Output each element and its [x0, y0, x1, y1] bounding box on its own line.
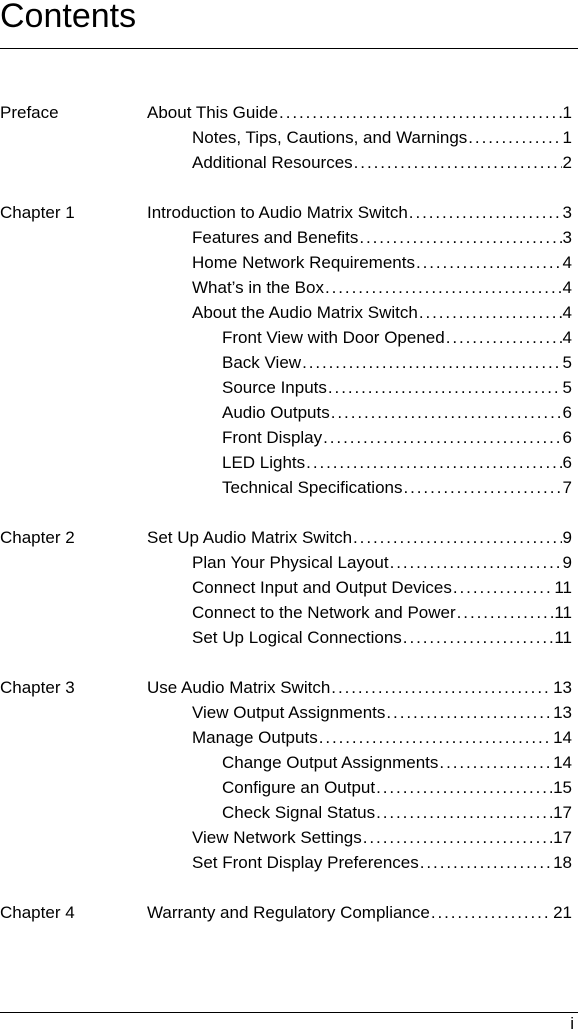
toc-entry-page: 11: [554, 578, 572, 597]
toc-entry-title: Check Signal Status: [222, 803, 376, 822]
toc-entry[interactable]: [192, 825, 578, 850]
toc-entry-page: 4: [562, 253, 572, 272]
toc-entry-page: 17: [553, 828, 572, 847]
toc-entry-page: 15: [553, 778, 572, 797]
toc-entry-page: 1: [562, 103, 572, 122]
toc-entry-title: About the Audio Matrix Switch: [192, 303, 418, 322]
toc-entry-title: Features and Benefits: [192, 228, 359, 247]
toc-entry-title: Set Front Display Preferences: [192, 853, 419, 872]
toc-entry-title: Set Up Logical Connections: [192, 628, 402, 647]
toc-entry[interactable]: [222, 450, 578, 475]
dot-leader: [409, 200, 562, 225]
toc-entry-title: Audio Outputs: [222, 403, 330, 422]
dot-leader: [331, 675, 552, 700]
toc-entry[interactable]: [147, 525, 578, 550]
dot-leader: [359, 225, 561, 250]
toc-entry[interactable]: [147, 100, 578, 125]
toc-entry-page: 6: [562, 428, 572, 447]
chapter-label: Preface: [0, 103, 59, 122]
chapter-label: Chapter 1: [0, 203, 75, 222]
toc-entry-page: 4: [562, 303, 572, 322]
dot-leader: [416, 250, 562, 275]
toc-entry-title: Configure an Output: [222, 778, 376, 797]
toc-entry[interactable]: [222, 775, 578, 800]
toc-entry-title: Connect Input and Output Devices: [192, 578, 452, 597]
toc-entry-title: Manage Outputs: [192, 728, 318, 747]
page-number: i: [570, 1014, 574, 1033]
toc-entry[interactable]: [192, 125, 578, 150]
toc-entry-page: 13: [553, 703, 572, 722]
toc-entry-page: 21: [553, 903, 572, 922]
toc-entry-title: Set Up Audio Matrix Switch: [147, 528, 353, 547]
dot-leader: [431, 900, 552, 925]
toc-entry[interactable]: [222, 350, 578, 375]
toc-entry-title: What’s in the Box: [192, 278, 324, 297]
toc-entry-page: 11: [554, 603, 572, 622]
toc-entry-page: 3: [562, 228, 572, 247]
toc-entry-title: Home Network Requirements: [192, 253, 415, 272]
toc-entry-title: Notes, Tips, Cautions, and Warnings: [192, 128, 468, 147]
dot-leader: [328, 375, 562, 400]
toc-entry-page: 6: [562, 403, 572, 422]
toc-entry[interactable]: [192, 250, 578, 275]
dot-leader: [420, 850, 552, 875]
footer-rule: [0, 1012, 578, 1013]
toc-entry-page: 2: [562, 153, 572, 172]
toc-entry[interactable]: [147, 900, 578, 925]
toc-section: [0, 675, 578, 875]
dot-leader: [457, 600, 554, 625]
toc-entry-page: 5: [562, 378, 572, 397]
toc-entry[interactable]: [192, 725, 578, 750]
toc-entry-page: 7: [562, 478, 572, 497]
toc-entry-title: Back View: [222, 353, 302, 372]
toc-entry[interactable]: [147, 675, 578, 700]
dot-leader: [468, 125, 561, 150]
toc-entry-title: Introduction to Audio Matrix Switch: [147, 203, 408, 222]
toc-entry[interactable]: [222, 475, 578, 500]
dot-leader: [354, 150, 562, 175]
toc-entry-title: View Network Settings: [192, 828, 362, 847]
toc-section: [0, 200, 578, 500]
toc-entry[interactable]: [147, 200, 578, 225]
chapter-label: Chapter 3: [0, 678, 75, 697]
toc-entry-title: Use Audio Matrix Switch: [147, 678, 331, 697]
toc-entry[interactable]: [222, 375, 578, 400]
toc-entry-page: 9: [562, 553, 572, 572]
dot-leader: [419, 300, 562, 325]
dot-leader: [376, 775, 552, 800]
toc-entry[interactable]: [222, 425, 578, 450]
toc-entry-title: View Output Assignments: [192, 703, 386, 722]
toc-section: [0, 525, 578, 650]
toc-entry-page: 17: [553, 803, 572, 822]
toc-entry-page: 6: [562, 453, 572, 472]
dot-leader: [302, 350, 561, 375]
toc-entry-title: Change Output Assignments: [222, 753, 439, 772]
toc-entry-title: Additional Resources: [192, 153, 353, 172]
table-of-contents: [0, 100, 578, 950]
toc-entry-title: About This Guide: [147, 103, 279, 122]
toc-entry[interactable]: [192, 575, 578, 600]
toc-entry-title: Warranty and Regulatory Compliance: [147, 903, 430, 922]
toc-entry[interactable]: [192, 625, 578, 650]
toc-entry-page: 5: [562, 353, 572, 372]
chapter-label: Chapter 4: [0, 903, 75, 922]
dot-leader: [363, 825, 552, 850]
toc-entry[interactable]: [222, 400, 578, 425]
dot-leader: [403, 625, 554, 650]
dot-leader: [331, 400, 562, 425]
dot-leader: [319, 725, 552, 750]
dot-leader: [376, 800, 552, 825]
dot-leader: [353, 525, 562, 550]
toc-entry-page: 3: [562, 203, 572, 222]
dot-leader: [390, 550, 562, 575]
chapter-label: Chapter 2: [0, 528, 75, 547]
toc-entry-page: 14: [553, 728, 572, 747]
toc-entry[interactable]: [192, 850, 578, 875]
toc-entry[interactable]: [192, 700, 578, 725]
toc-entry-title: Front Display: [222, 428, 323, 447]
toc-entry[interactable]: [192, 600, 578, 625]
toc-entry[interactable]: [222, 800, 578, 825]
page-title: Contents: [0, 0, 137, 35]
toc-section: [0, 100, 578, 175]
toc-entry-title: Front View with Door Opened: [222, 328, 445, 347]
toc-entry-page: 14: [553, 753, 572, 772]
dot-leader: [439, 750, 552, 775]
toc-entry-page: 13: [553, 678, 572, 697]
toc-entry-title: Source Inputs: [222, 378, 327, 397]
toc-section: [0, 900, 578, 925]
toc-entry-title: Technical Specifications: [222, 478, 403, 497]
dot-leader: [446, 325, 562, 350]
toc-entry[interactable]: [192, 550, 578, 575]
dot-leader: [323, 425, 561, 450]
toc-entry[interactable]: [222, 750, 578, 775]
toc-entry-title: Plan Your Physical Layout: [192, 553, 389, 572]
toc-entry-page: 4: [562, 328, 572, 347]
dot-leader: [403, 475, 561, 500]
toc-entry[interactable]: [222, 325, 578, 350]
toc-entry[interactable]: [192, 150, 578, 175]
toc-entry-page: 9: [562, 528, 572, 547]
toc-entry[interactable]: [192, 225, 578, 250]
dot-leader: [306, 450, 561, 475]
toc-entry-title: Connect to the Network and Power: [192, 603, 456, 622]
toc-entry-page: 18: [553, 853, 572, 872]
dot-leader: [325, 275, 562, 300]
toc-entry[interactable]: [192, 275, 578, 300]
toc-entry[interactable]: [192, 300, 578, 325]
toc-entry-title: LED Lights: [222, 453, 306, 472]
dot-leader: [386, 700, 552, 725]
header-rule: [0, 48, 578, 49]
toc-entry-page: 1: [562, 128, 572, 147]
toc-entry-page: 4: [562, 278, 572, 297]
dot-leader: [453, 575, 553, 600]
toc-entry-page: 11: [554, 628, 572, 647]
dot-leader: [279, 100, 561, 125]
